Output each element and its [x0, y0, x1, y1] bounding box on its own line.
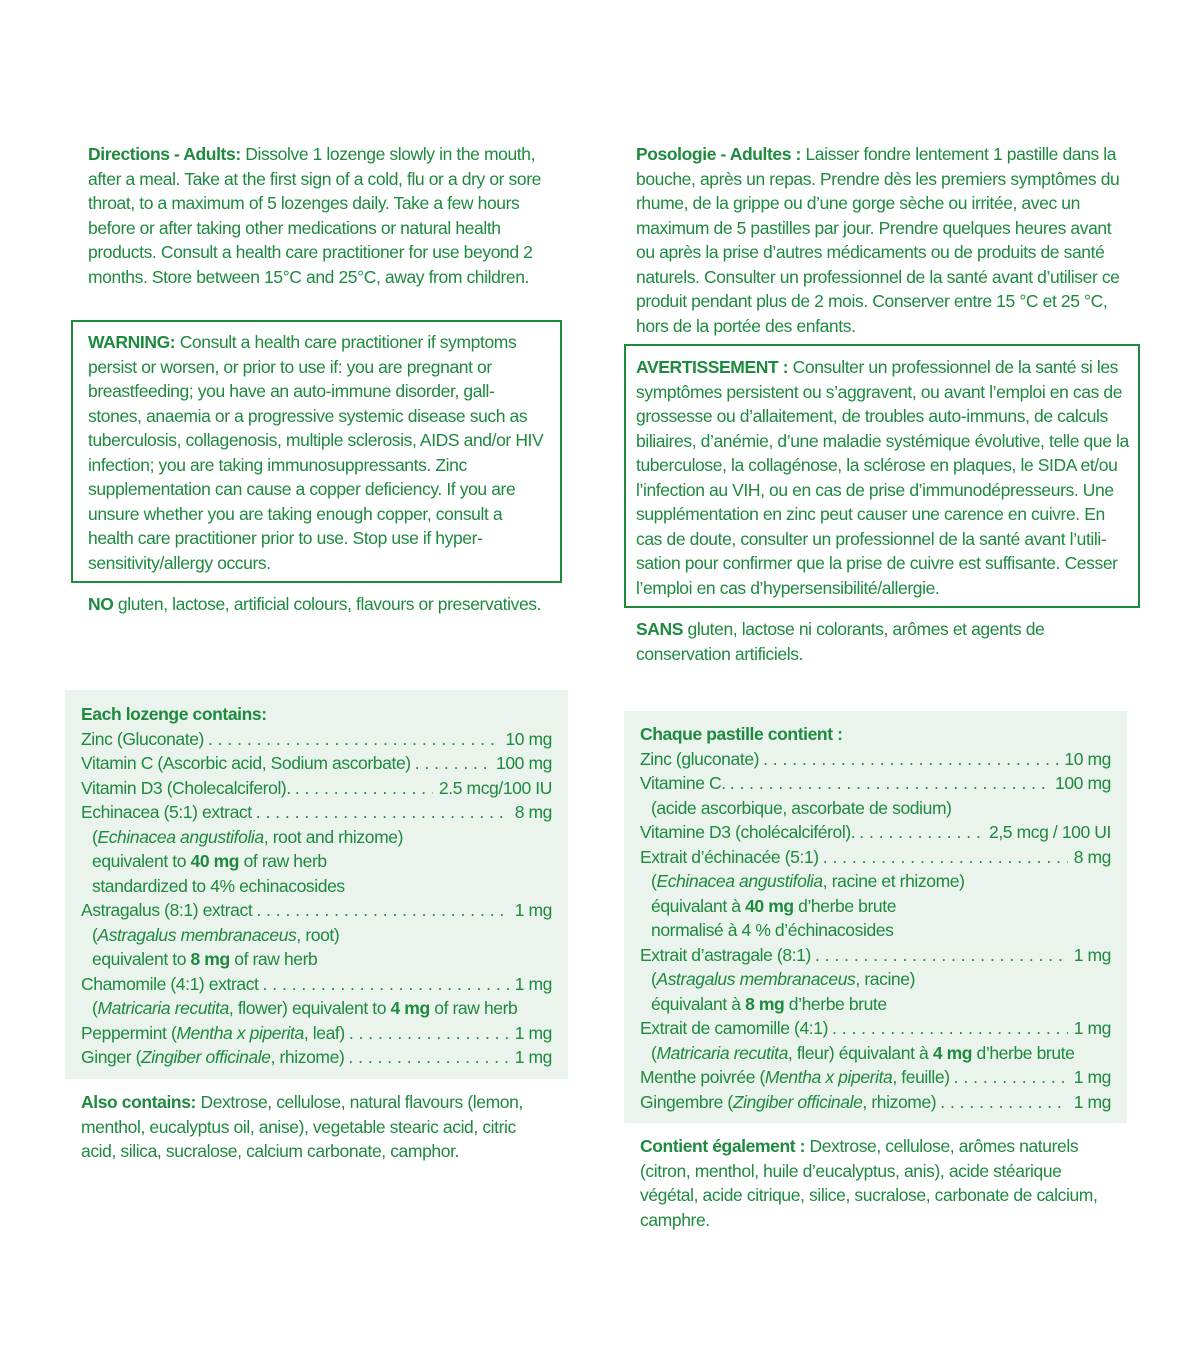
non-medicinal-text-fr: Dextrose, cellulose, arômes naturels (citron, menthol, huile d’eucalyptus, anis), acide stéarique végétal, acide citrique, silice, sucralose, carbonate de calcium, camphre. — [640, 1136, 1098, 1230]
non-medicinal-paragraph — [81, 1090, 553, 1164]
ingredient-detail: (Astragalus membranaceus, root) — [92, 924, 340, 945]
directions-paragraph — [88, 142, 563, 289]
ingredient-row: Extrait d’astragale (8:1) . . . 1 mg — [640, 943, 1111, 968]
ingredient-row: Vitamine D3 (cholécalciférol). . . . 2,5 mcg / 100 UI — [640, 820, 1111, 845]
ingredients-list-fr — [640, 722, 1111, 1114]
ingredient-detail: standardized to 4% echinacosides — [92, 875, 345, 896]
directions-paragraph-fr — [636, 142, 1126, 338]
directions-text: Dissolve 1 lozenge slowly in the mouth, after a meal. Take at the first sign of a cold, flu or a dry or sore throat, to a maximum of 5 lozenges daily. Take a few hours before or after taking other medications or natural health products. Consult a health care practitioner for use beyond 2 months. Store between 15°C and 25°C, away from children. — [88, 144, 541, 287]
ingredient-row: Extrait de camomille (4:1) . . . 1 mg — [640, 1016, 1111, 1041]
ingredient-row: Chamomile (4:1) extract . . . 1 mg — [81, 972, 552, 997]
free-from-text-fr: gluten, lactose ni colorants, arômes et agents de conservation artificiels. — [636, 619, 1045, 664]
non-medicinal-label: Also contains: — [81, 1092, 196, 1112]
ingredient-row: Menthe poivrée (Mentha x piperita, feuille) . . . 1 mg — [640, 1065, 1111, 1090]
ingredient-row: Echinacea (5:1) extract . . . 8 mg — [81, 800, 552, 825]
ingredient-row: Zinc (Gluconate) . . . 10 mg — [81, 727, 552, 752]
ingredient-row: Vitamin C (Ascorbic acid, Sodium ascorbate) . . . 100 mg — [81, 751, 552, 776]
free-from-label: NO — [88, 594, 114, 614]
ingredient-detail: normalisé à 4 % d’échinacosides — [651, 920, 894, 940]
ingredient-row: Vitamine C. . . . 100 mg — [640, 771, 1111, 796]
ingredient-row: Zinc (gluconate) . . . 10 mg — [640, 747, 1111, 772]
warning-label-fr: AVERTISSEMENT : — [636, 357, 789, 377]
ingredient-row: Astragalus (8:1) extract . . . 1 mg — [81, 898, 552, 923]
ingredient-detail: (Matricaria recutita, fleur) équivalant à 4 mg d’herbe brute — [651, 1042, 1075, 1063]
ingredient-row: Gingembre (Zingiber officinale, rhizome) . . . 1 mg — [640, 1090, 1111, 1115]
non-medicinal-label-fr: Contient également : — [640, 1136, 806, 1156]
non-medicinal-paragraph-fr — [640, 1134, 1110, 1232]
ingredient-detail: équivalant à 8 mg d’herbe brute — [651, 993, 887, 1014]
warning-paragraph — [88, 330, 546, 575]
directions-text-fr: Laisser fondre lentement 1 pastille dans la bouche, après un repas. Prendre dès les premiers symptômes du rhume, de la grippe ou d’une gorge sèche ou irritée, avec un maximum de 5 pastilles par jour. Prendre quelques heures avant ou après la prise d’autres médicaments ou de produits de santé naturels. Consulter un professionnel de la santé avant d’utiliser ce produit pendant plus de 2 mois. Conserver entre 15 °C et 25 °C, hors de la portée des enfants. — [636, 144, 1120, 336]
free-from-paragraph-fr — [636, 617, 1066, 666]
free-from-paragraph — [88, 592, 578, 617]
ingredient-detail: (Echinacea angustifolia, racine et rhizome) — [651, 871, 965, 891]
warning-text: Consult a health care practitioner if symptoms persist or worsen, or prior to use if: you are pregnant or breastfeeding; you have an auto-immune disorder, gall-stones, anaemia or a progressive systemic disease such as tuberculosis, collagenosis, multiple sclerosis, AIDS and/or HIV infection; you are taking immunosuppressants. Zinc supplementation can cause a copper deficiency. If you are unsure whether you are taking enough copper, consult a health care practitioner prior to use. Stop use if hyper-sensitivity/allergy occurs. — [88, 332, 544, 573]
ingredient-detail: (acide ascorbique, ascorbate de sodium) — [651, 797, 952, 818]
ingredient-detail: equivalent to 40 mg of raw herb — [92, 851, 327, 871]
ingredients-title-fr: Chaque pastille contient : — [640, 724, 843, 744]
warning-text-fr: Consulter un professionnel de la santé si les symptômes persistent ou s’aggravent, ou avant l’emploi en cas de grossesse ou d’allaitement, de troubles auto-immuns, de calculs biliaires, d’anémie, d’une maladie systémique évolutive, telle que la tuberculose, la collagénose, la sclérose en plaques, le SIDA et/ou l’infection au VIH, ou en cas de prise d’immunodépresseurs. Une supplémentation en zinc peut causer une carence en cuivre. En cas de doute, consulter un professionnel de la santé avant l’utili-sation pour confirmer que la prise de cuivre est suffisante. Cesser l’emploi en cas d’hypersensibilité/allergie. — [636, 357, 1129, 598]
directions-label-fr: Posologie - Adultes : — [636, 144, 801, 164]
directions-label: Directions - Adults: — [88, 144, 241, 164]
ingredient-row: Ginger (Zingiber officinale, rhizome) . . . 1 mg — [81, 1045, 552, 1070]
warning-paragraph-fr — [636, 355, 1132, 600]
ingredients-title: Each lozenge contains: — [81, 704, 267, 724]
ingredient-detail: equivalent to 8 mg of raw herb — [92, 949, 318, 969]
free-from-label-fr: SANS — [636, 619, 684, 639]
ingredients-list — [81, 702, 552, 1070]
ingredient-detail: (Matricaria recutita, flower) equivalent to 4 mg of raw herb — [92, 998, 518, 1018]
free-from-text: gluten, lactose, artificial colours, flavours or preservatives. — [117, 594, 542, 614]
ingredient-row: Extrait d’échinacée (5:1) . . . 8 mg — [640, 845, 1111, 870]
ingredient-detail: (Astragalus membranaceus, racine) — [651, 969, 916, 989]
ingredient-detail: (Echinacea angustifolia, root and rhizome) — [92, 826, 404, 847]
ingredient-row: Peppermint (Mentha x piperita, leaf) . . . 1 mg — [81, 1021, 552, 1046]
ingredient-row: Vitamin D3 (Cholecalciferol). . . . 2.5 mcg/100 IU — [81, 776, 552, 801]
ingredient-detail: équivalant à 40 mg d’herbe brute — [651, 895, 897, 916]
non-medicinal-text: Dextrose, cellulose, natural flavours (lemon, menthol, eucalyptus oil, anise), vegetable stearic acid, citric acid, silica, sucralose, calcium carbonate, camphor. — [81, 1092, 523, 1161]
warning-label: WARNING: — [88, 332, 176, 352]
